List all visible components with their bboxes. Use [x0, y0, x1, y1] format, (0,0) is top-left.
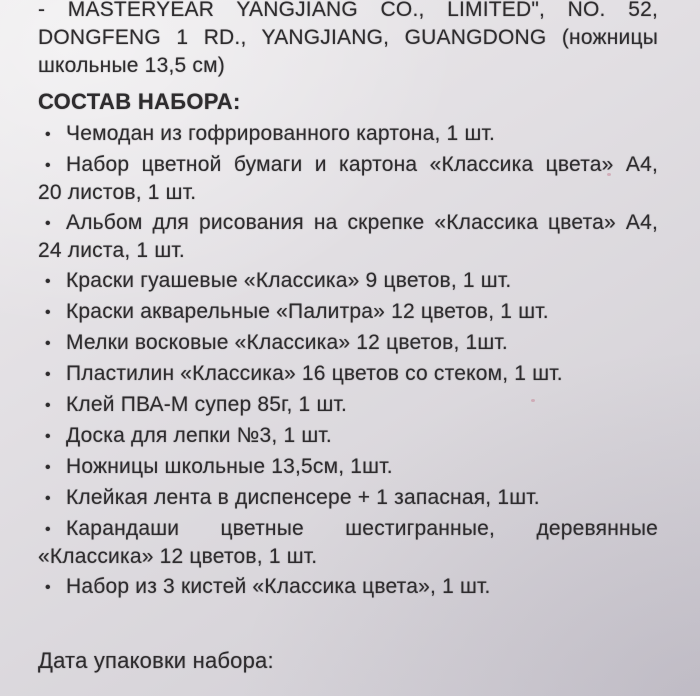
list-item-line: • Краски гуашевые «Классика» 9 цветов, 1 шт.: [38, 267, 658, 295]
bullet-icon: •: [45, 304, 51, 321]
list-item: [38, 120, 658, 148]
address-block: [38, 0, 658, 80]
list-item-line: • Краски акварельные «Палитра» 12 цветов, 1 шт.: [38, 298, 658, 326]
bullet-icon: •: [45, 366, 51, 383]
list-item: [38, 515, 658, 570]
address-line: DONGFENG 1 RD., YANGJIANG, GUANGDONG (ножницы: [38, 26, 658, 49]
bullet-icon: •: [45, 157, 51, 174]
list-item-line: • Альбом для рисования на скрепке «Классика цвета» А4,: [38, 209, 658, 237]
list-item: [38, 151, 658, 206]
list-item: [38, 422, 658, 450]
list-item-line: • Карандаши цветные шестигранные, деревянные: [38, 515, 658, 543]
list-item-line: • Набор из 3 кистей «Классика цвета», 1 шт.: [38, 573, 658, 601]
list-item: [38, 391, 658, 419]
list-item-line: • Доска для лепки №3, 1 шт.: [38, 422, 658, 450]
list-item: [38, 298, 658, 326]
list-item-line: 24 листа, 1 шт.: [38, 239, 185, 262]
list-item-line: • Клей ПВА-М супер 85г, 1 шт.: [38, 391, 658, 419]
list-item: [38, 209, 658, 264]
list-item-line: • Клейкая лента в диспенсере + 1 запасная, 1шт.: [38, 484, 658, 512]
address-line: - MASTERYEAR YANGJIANG CO., LIMITED", NO. 52,: [38, 0, 658, 21]
paper-speck: [531, 399, 535, 402]
bullet-icon: •: [45, 273, 51, 290]
list-item: [38, 267, 658, 295]
list-item-line: • Чемодан из гофрированного картона, 1 шт.: [38, 120, 658, 148]
bullet-icon: •: [45, 215, 51, 232]
list-item: [38, 453, 658, 481]
list-item: [38, 360, 658, 388]
bullet-icon: •: [45, 335, 51, 352]
section-heading: СОСТАВ НАБОРА:: [38, 89, 241, 114]
bullet-icon: •: [45, 490, 51, 507]
packing-date-label: Дата упаковки набора:: [38, 648, 274, 673]
bullet-icon: •: [45, 126, 51, 143]
list-item-line: «Классика» 12 цветов, 1 шт.: [38, 545, 318, 568]
bullet-icon: •: [45, 579, 51, 596]
list-item: [38, 573, 658, 601]
list-item-line: • Набор цветной бумаги и картона «Классика цвета» А4,: [38, 151, 658, 179]
paper-speck: [607, 173, 611, 176]
list-item-line: 20 листов, 1 шт.: [38, 181, 197, 204]
list-item: [38, 484, 658, 512]
list-item-line: • Ножницы школьные 13,5см, 1шт.: [38, 453, 658, 481]
bullet-icon: •: [45, 397, 51, 414]
bullet-icon: •: [45, 521, 51, 538]
contents-list: [38, 120, 658, 601]
list-item-line: • Пластилин «Классика» 16 цветов со стеком, 1 шт.: [38, 360, 658, 388]
bullet-icon: •: [45, 428, 51, 445]
address-line: школьные 13,5 см): [38, 54, 225, 77]
bullet-icon: •: [45, 459, 51, 476]
list-item-line: • Мелки восковые «Классика» 12 цветов, 1шт.: [38, 329, 658, 357]
list-item: [38, 329, 658, 357]
